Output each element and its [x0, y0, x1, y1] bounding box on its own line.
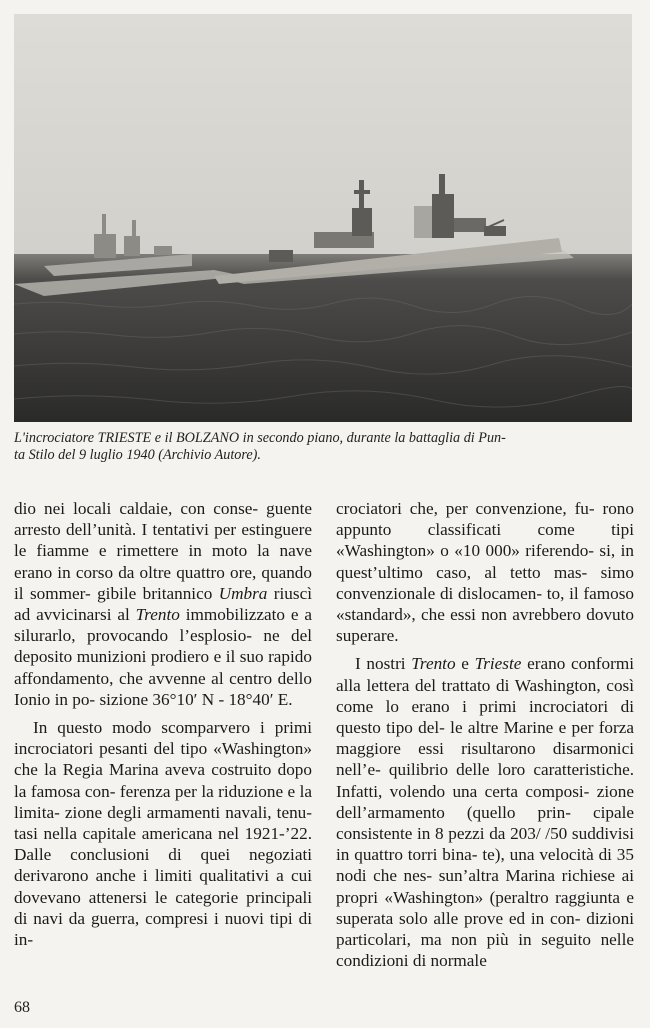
caption-text-3: in secondo piano, durante la battaglia di Pun-: [239, 430, 506, 446]
ship-name-trento: Trento: [411, 654, 456, 674]
ship-name-umbra: Umbra: [218, 583, 268, 603]
text-run: I nostri: [355, 654, 412, 674]
text-run: e: [455, 654, 475, 674]
ship-name-trieste: Trieste: [474, 654, 522, 674]
ship-name-trento: Trento: [135, 605, 180, 625]
right-column: [336, 498, 634, 971]
text-run: immobilizzato e a silurarlo, provocando l’esplosio- ne del deposito munizioni prodiero e il suo rapido affondamento, che avvenne al centro dello Ionio in po- sizione 36°10′ N - 18°40′ E.: [14, 605, 312, 709]
text-run: erano conformi alla lettera del trattato di Washington, così come lo erano i primi incrociatori di questo tipo del- le altre Marine e per forza maggiore essi risultarono disarmonici nell’e- quilibrio delle loro caratteristiche. Infatti, volendo una certa composi- zione dell’armamento (quello prin- cipale consistente in 8 pezzi da 203/ /50 suddivisi in quattro torri bina- te), una velocità di 35 nodi che nes- sun’altra Marina richiese ai propri «Washington» (peraltro raggiunta e superata solo alle prove ed in con- dizioni particolari, ma non più in seguito nelle condizioni di normale: [336, 654, 634, 971]
caption-text-4: ta Stilo del 9 luglio 1940 (Archivio Autore).: [14, 447, 261, 463]
left-paragraph-2: In questo modo scomparvero i primi incrociatori pesanti del tipo «Washington» che la Regia Marina aveva costruito dopo la famosa con- ferenza per la riduzione e la limita- zione degli armamenti navali, tenu- tasi nella capitale americana nel 1921-’22. Dalle conclusioni di quei negoziati derivarono anche i limiti qualitativi a cui dovevano attenersi le categorie principali di navi da guerra, compresi i nuovi tipi di in-: [14, 718, 312, 950]
text-run: riuscì ad avvicinarsi al: [14, 583, 312, 625]
left-paragraph-1: [14, 498, 312, 710]
caption-ship-trieste: TRIESTE: [97, 430, 152, 446]
left-column: [14, 498, 312, 950]
right-paragraph-2: [336, 653, 634, 971]
caption-text-2: e il: [151, 430, 176, 446]
warship-photo: [14, 14, 632, 422]
photo-illustration: [14, 14, 632, 422]
caption-text-1: L'incrociatore: [14, 430, 98, 446]
photo-caption: [14, 430, 634, 464]
page-number: 68: [14, 999, 30, 1016]
text-run: dio nei locali caldaie, con conse- guente arresto dell’unità. I tentativi per estinguere le fiamme e rimettere in moto la nave erano in corso da oltre quattro ore, quando il sommer- gibile britannico: [14, 499, 312, 603]
caption-ship-bolzano: BOLZANO: [176, 430, 240, 446]
right-paragraph-1: crociatori che, per convenzione, fu- rono appunto classificati come tipi «Washington» o «10 000» riferendo- si, in quest’ultimo caso, al tetto mas- simo convenzionale di dislocamen- to, il famoso «standard», che essi non avrebbero dovuto superare.: [336, 499, 634, 646]
